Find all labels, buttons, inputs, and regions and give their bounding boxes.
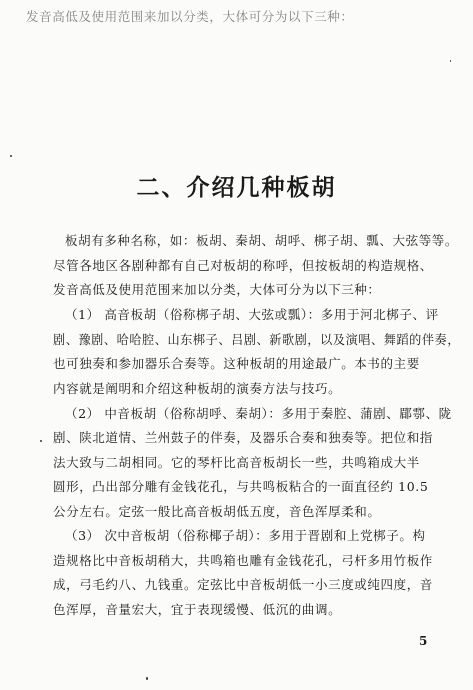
scan-speck <box>146 677 148 680</box>
paragraph-1-line-2: 尽管各地区各剧种都有自己对板胡的称呼，但按板胡的构造规格、 <box>53 258 433 273</box>
paragraph-4-line-4: 色浑厚，音量宏大，宜于表现缓慢、低沉的曲调。 <box>53 602 342 617</box>
paragraph-3-line-1: （2） 中音板胡（俗称胡呼、秦胡）：多用于秦腔、蒲剧、郿鄠、陇 <box>65 406 452 421</box>
paragraph-1-line-1: 板胡有多种名称，如：板胡、秦胡、胡呼、梆子胡、瓢、大弦等等。 <box>65 233 459 248</box>
paragraph-4-line-3: 成，弓毛约八、九钱重。定弦比中音板胡低一小三度或纯四度，音 <box>53 577 433 592</box>
paragraph-4-line-2: 造规格比中音板胡稍大，共鸣箱也雕有金钱花孔，弓杆多用竹板作 <box>53 553 433 568</box>
paragraph-4-line-1: （3） 次中音板胡（俗称椰子胡）：多用于晋剧和上党梆子。构 <box>65 528 426 543</box>
top-running-text: 发音高低及使用范围来加以分类，大体可分为以下三种： <box>26 9 354 24</box>
page-number: 5 <box>419 634 428 648</box>
paragraph-3-line-3: 法大致与二胡相同。它的琴杆比高音板胡长一些，共鸣箱成大半 <box>53 455 420 470</box>
paragraph-3-line-5: 公分左右。定弦一般比高音板胡低五度，音色浑厚柔和。 <box>53 504 381 519</box>
scan-speck <box>10 155 12 157</box>
paragraph-3-line-4: 圆形，凸出部分雕有金钱花孔，与共鸣板粘合的一面直径约 10.5 <box>53 479 429 494</box>
paragraph-1-line-3: 发音高低及使用范围来加以分类，大体可分为以下三种： <box>53 282 381 297</box>
scan-speck <box>40 440 42 442</box>
paragraph-2-line-2: 剧、豫剧、哈哈腔、山东梆子、吕剧、新歌剧，以及演唱、舞蹈的伴奏， <box>53 332 461 347</box>
section-title: 二、介绍几种板胡 <box>136 174 337 201</box>
paragraph-2-line-1: （1） 高音板胡（俗称梆子胡、大弦或瓢）：多用于河北梆子、评 <box>65 307 439 322</box>
paragraph-2-line-4: 内容就是阐明和介绍这种板胡的演奏方法与技巧。 <box>53 381 342 396</box>
paragraph-2-line-3: 也可独奏和参加器乐合奏等。这种板胡的用途最广。本书的主要 <box>53 356 420 371</box>
paragraph-3-line-2: 剧、陕北道情、兰州鼓子的伴奏，及器乐合奏和独奏等。把位和指 <box>53 430 433 445</box>
scan-speck <box>450 60 451 62</box>
